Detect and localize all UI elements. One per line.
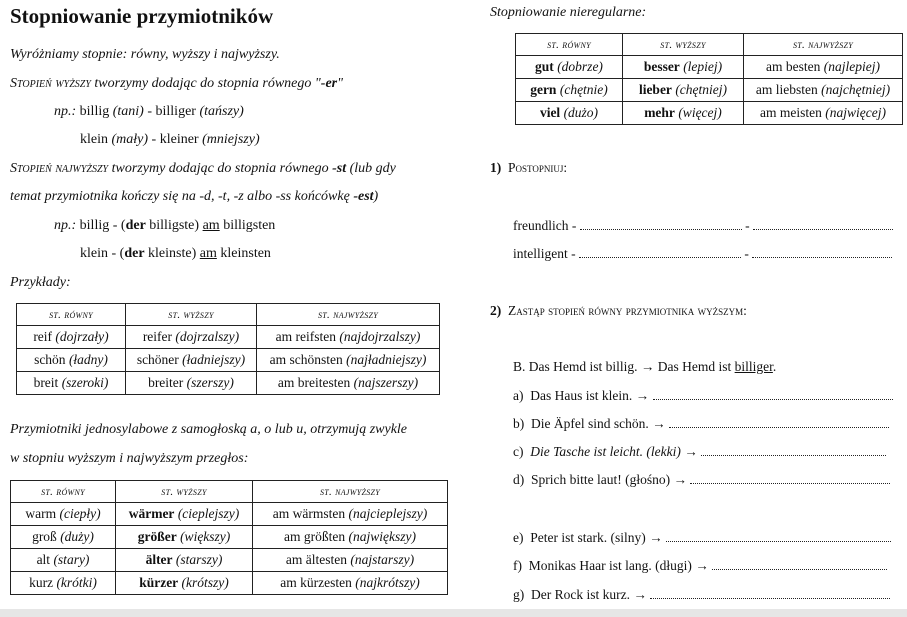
- col-header: st. wyższy: [126, 304, 257, 326]
- table-cell: älter (starszy): [116, 549, 253, 572]
- answer-blank[interactable]: [753, 220, 893, 230]
- col-header: st. równy: [11, 481, 116, 503]
- comparative-rule: Stopień wyższy tworzymy dodając do stopnia równego "-er": [10, 76, 343, 91]
- table-row: [11, 503, 448, 526]
- table-cell: kürzer (krótszy): [116, 572, 253, 595]
- exercise-2-item: b) Die Äpfel sind schön. →: [513, 416, 889, 432]
- superlative-example-2: klein - (der kleinste) am kleinsten: [80, 246, 271, 261]
- exercise-2-item: a) Das Haus ist klein. →: [513, 388, 893, 404]
- table-header-row: [11, 481, 448, 503]
- table-cell: schön (ładny): [17, 349, 126, 372]
- exercise-1-heading: 1) Postopniuj:: [490, 160, 568, 175]
- table-cell: viel (dużo): [516, 102, 623, 125]
- bottom-scroll-strip: [0, 609, 907, 617]
- col-header: st. wyższy: [116, 481, 253, 503]
- table-cell: am meisten (najwięcej): [744, 102, 903, 125]
- table-row: [516, 79, 903, 102]
- table-row: [11, 572, 448, 595]
- exercise-2-item: c) Die Tasche ist leicht. (lekki) →: [513, 444, 886, 460]
- examples-label: Przykłady:: [10, 275, 71, 290]
- answer-blank[interactable]: [752, 248, 892, 258]
- answer-blank[interactable]: [701, 446, 886, 456]
- table-cell: größer (większy): [116, 526, 253, 549]
- umlaut-note-2: w stopniu wyższym i najwyższym przegłos:: [10, 451, 249, 466]
- answer-blank[interactable]: [650, 589, 890, 599]
- table-cell: mehr (więcej): [623, 102, 744, 125]
- exercise-2-item: e) Peter ist stark. (silny) →: [513, 530, 891, 546]
- table-cell: wärmer (cieplejszy): [116, 503, 253, 526]
- answer-blank[interactable]: [669, 418, 889, 428]
- superlative-rule-continued: temat przymiotnika kończy się na -d, -t, -z albo -ss końcówkę -est): [10, 189, 379, 204]
- table-cell: schöner (ładniejszy): [126, 349, 257, 372]
- superlative-example-1: np.: billig - (der billigste) am billigsten: [54, 218, 276, 233]
- table-cell: am liebsten (najchętniej): [744, 79, 903, 102]
- table-cell: breiter (szerszy): [126, 372, 257, 395]
- table-cell: gern (chętnie): [516, 79, 623, 102]
- table-cell: lieber (chętniej): [623, 79, 744, 102]
- col-header: st. najwyższy: [744, 34, 903, 56]
- table-cell: reifer (dojrzalszy): [126, 326, 257, 349]
- umlaut-note-1: Przymiotniki jednosylabowe z samogłoską a, o lub u, otrzymują zwykle: [10, 422, 408, 437]
- answer-blank[interactable]: [690, 474, 890, 484]
- umlaut-table: [10, 480, 448, 595]
- table-cell: am besten (najlepiej): [744, 56, 903, 79]
- answer-blank[interactable]: [580, 220, 742, 230]
- table-row: [17, 326, 440, 349]
- col-header: st. równy: [516, 34, 623, 56]
- exercise-2-example: B. Das Hemd ist billig. → Das Hemd ist billiger.: [513, 359, 777, 374]
- exercise-1-item: intelligent - -: [513, 246, 892, 262]
- table-cell: besser (lepiej): [623, 56, 744, 79]
- table-cell: am größten (największy): [253, 526, 448, 549]
- exercise-2-item: g) Der Rock ist kurz. →: [513, 587, 890, 603]
- table-cell: am wärmsten (najcieplejszy): [253, 503, 448, 526]
- col-header: st. najwyższy: [253, 481, 448, 503]
- table-cell: am schönsten (najładniejszy): [257, 349, 440, 372]
- table-cell: warm (ciepły): [11, 503, 116, 526]
- regular-table: [16, 303, 440, 395]
- table-row: [17, 349, 440, 372]
- exercise-2-heading: 2) Zastąp stopień równy przymiotnika wyższym:: [490, 303, 747, 318]
- comparative-example-2: klein (mały) - kleiner (mniejszy): [80, 132, 260, 147]
- table-row: [11, 549, 448, 572]
- answer-blank[interactable]: [579, 248, 741, 258]
- table-row: [11, 526, 448, 549]
- table-cell: gut (dobrze): [516, 56, 623, 79]
- irregular-label: Stopniowanie nieregularne:: [490, 5, 647, 20]
- table-cell: groß (duży): [11, 526, 116, 549]
- col-header: st. wyższy: [623, 34, 744, 56]
- irregular-table: [515, 33, 903, 125]
- table-row: [516, 102, 903, 125]
- exercise-2-item: f) Monikas Haar ist lang. (długi) →: [513, 558, 887, 574]
- comparative-example-1: np.: billig (tani) - billiger (tańszy): [54, 104, 244, 119]
- page-title: Stopniowanie przymiotników: [10, 4, 274, 28]
- exercise-2-item: d) Sprich bitte laut! (głośno) →: [513, 472, 890, 488]
- col-header: st. równy: [17, 304, 126, 326]
- exercise-1-item: freundlich - -: [513, 218, 893, 234]
- table-header-row: [17, 304, 440, 326]
- answer-blank[interactable]: [653, 390, 893, 400]
- table-cell: am ältesten (najstarszy): [253, 549, 448, 572]
- table-cell: am kürzesten (najkrótszy): [253, 572, 448, 595]
- table-cell: breit (szeroki): [17, 372, 126, 395]
- table-cell: kurz (krótki): [11, 572, 116, 595]
- intro-text: Wyróżniamy stopnie: równy, wyższy i najwyższy.: [10, 47, 280, 62]
- table-cell: am reifsten (najdojrzalszy): [257, 326, 440, 349]
- answer-blank[interactable]: [666, 532, 891, 542]
- superlative-rule: Stopień najwyższy tworzymy dodając do stopnia równego -st (lub gdy: [10, 161, 396, 176]
- col-header: st. najwyższy: [257, 304, 440, 326]
- table-row: [516, 56, 903, 79]
- table-cell: reif (dojrzały): [17, 326, 126, 349]
- table-cell: alt (stary): [11, 549, 116, 572]
- table-header-row: [516, 34, 903, 56]
- answer-blank[interactable]: [712, 560, 887, 570]
- table-cell: am breitesten (najszerszy): [257, 372, 440, 395]
- table-row: [17, 372, 440, 395]
